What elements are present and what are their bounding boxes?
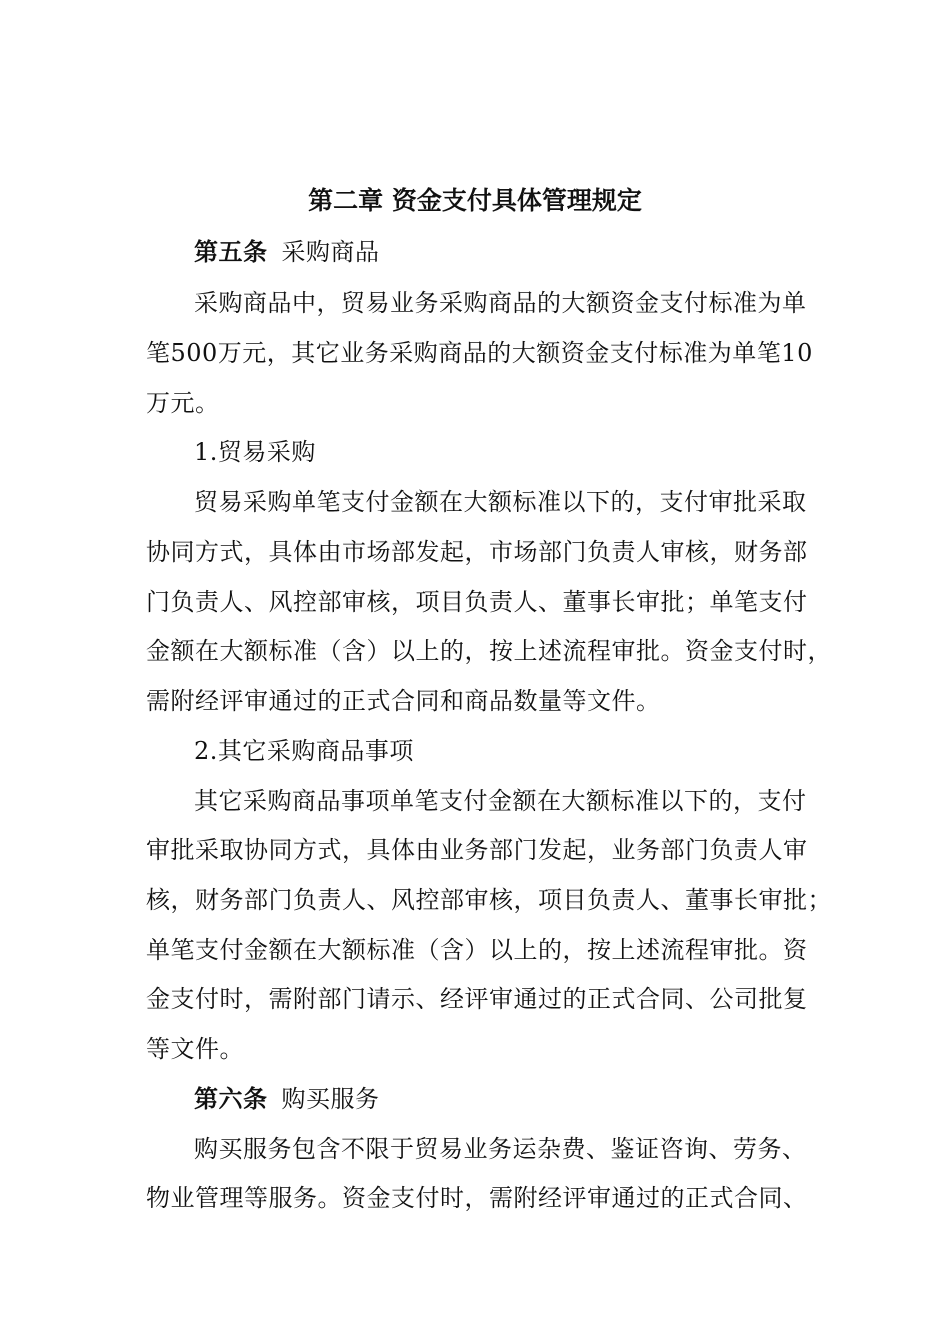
article5-label: 第五条 — [194, 238, 268, 266]
article5-heading — [194, 236, 874, 268]
item1-line: 金额在大额标准（含）以上的，按上述流程审批。资金支付时， — [146, 637, 832, 665]
article6-line: 购买服务包含不限于贸易业务运杂费、鉴证咨询、劳务、 — [194, 1135, 807, 1163]
article5-title: 采购商品 — [281, 238, 380, 266]
article5-intro-line: 笔500万元，其它业务采购商品的大额资金支付标准为单笔10 — [146, 339, 813, 367]
item1-line: 需附经评审通过的正式合同和商品数量等文件。 — [146, 687, 661, 715]
item2-line: 等文件。 — [146, 1035, 244, 1063]
item1-line: 协同方式，具体由市场部发起，市场部门负责人审核，财务部 — [146, 538, 808, 566]
item2-line: 其它采购商品事项单笔支付金额在大额标准以下的，支付 — [194, 787, 807, 815]
item1-line: 门负责人、风控部审核，项目负责人、董事长审批；单笔支付 — [146, 588, 808, 616]
item2-line: 金支付时，需附部门请示、经评审通过的正式合同、公司批复 — [146, 985, 808, 1013]
item2-line: 单笔支付金额在大额标准（含）以上的，按上述流程审批。资 — [146, 936, 808, 964]
item1-heading: 1.贸易采购 — [194, 438, 316, 466]
item2-line: 核，财务部门负责人、风控部审核，项目负责人、董事长审批； — [146, 886, 832, 914]
item1-line: 贸易采购单笔支付金额在大额标准以下的，支付审批采取 — [194, 488, 807, 516]
article5-intro-line: 采购商品中，贸易业务采购商品的大额资金支付标准为单 — [194, 289, 807, 317]
article6-line: 物业管理等服务。资金支付时，需附经评审通过的正式合同、 — [146, 1184, 808, 1212]
item2-heading: 2.其它采购商品事项 — [194, 737, 414, 765]
item2-line: 审批采取协同方式，具体由业务部门发起，业务部门负责人审 — [146, 836, 808, 864]
article6-heading — [194, 1083, 874, 1115]
article6-label: 第六条 — [194, 1085, 268, 1113]
article6-title: 购买服务 — [281, 1085, 380, 1113]
chapter-title: 第二章 资金支付具体管理规定 — [308, 186, 642, 215]
article5-intro-line: 万元。 — [146, 389, 220, 417]
